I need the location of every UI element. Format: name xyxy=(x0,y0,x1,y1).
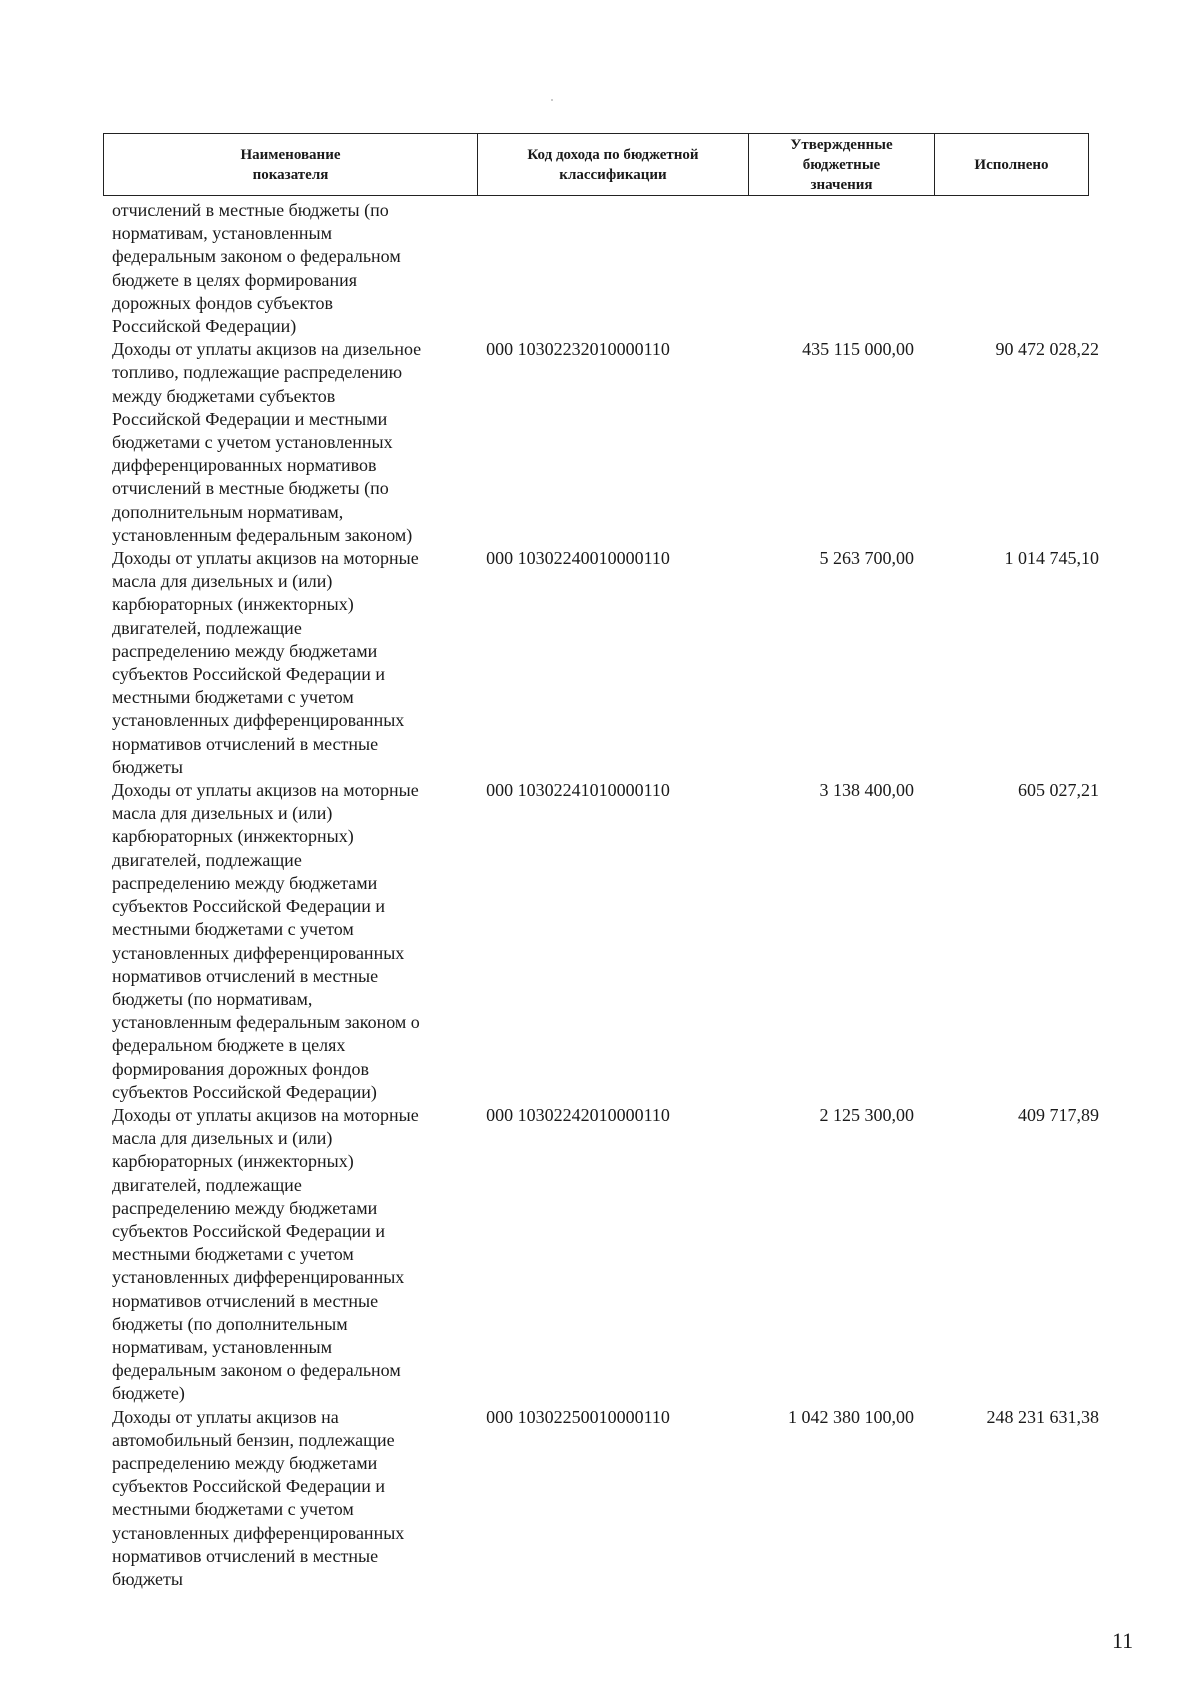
row-code xyxy=(442,199,714,338)
table-body xyxy=(112,199,1102,1591)
table-row xyxy=(112,1406,1102,1592)
row-approved: 5 263 700,00 xyxy=(819,548,914,569)
table-row xyxy=(112,199,1102,338)
header-code-label: Код дохода по бюджетной классификации xyxy=(527,146,699,183)
row-code: 000 10302241010000110 xyxy=(486,780,670,801)
row-name: Доходы от уплаты акцизов на автомобильный бензин, подлежащие распределению между бюджетами субъектов Российской Федерации и местными бюджетами с учетом установленных дифференцированных нормативов отчислений в местные бюджеты xyxy=(112,1406,405,1589)
page-number: 11 xyxy=(1112,1628,1134,1653)
row-code: 000 10302232010000110 xyxy=(486,339,670,360)
table-header xyxy=(103,133,1089,196)
row-name: отчислений в местные бюджеты (по нормативам, установленным федеральным законом о федеральном бюджете в целях формирования дорожных фондов субъектов Российской Федерации) xyxy=(112,200,401,337)
row-approved: 2 125 300,00 xyxy=(819,1104,914,1125)
row-done: 90 472 028,22 xyxy=(995,339,1099,360)
row-done: 248 231 631,38 xyxy=(986,1406,1099,1427)
row-approved: 435 115 000,00 xyxy=(802,339,914,360)
row-approved xyxy=(714,199,914,338)
row-done: 605 027,21 xyxy=(1018,780,1099,801)
row-name: Доходы от уплаты акцизов на моторные масла для дизельных и (или) карбюраторных (инжекторных) двигателей, подлежащие распределению между бюджетами субъектов Российской Федерации и местными бюджетами с учетом установленных дифференцированных нормативов отчислений в местные бюджеты (по дополнительным нормативам, установленным федеральным законом о федеральном бюджете) xyxy=(112,1104,419,1404)
row-code: 000 10302242010000110 xyxy=(486,1104,670,1125)
row-done: 1 014 745,10 xyxy=(1004,548,1099,569)
header-approved xyxy=(748,134,934,195)
header-name xyxy=(104,134,477,195)
scan-speck xyxy=(551,99,553,101)
header-done-label: Исполнено xyxy=(974,156,1049,173)
header-name-label: Наименование показателя xyxy=(240,146,341,183)
header-done xyxy=(934,134,1088,195)
row-code: 000 10302240010000110 xyxy=(486,548,670,569)
header-code xyxy=(477,134,748,195)
header-approved-label: Утвержденные бюджетные значения xyxy=(790,136,893,193)
table-row xyxy=(112,779,1102,1104)
table-row xyxy=(112,1104,1102,1406)
row-approved: 3 138 400,00 xyxy=(819,780,914,801)
row-approved: 1 042 380 100,00 xyxy=(788,1406,914,1427)
table-row xyxy=(112,547,1102,779)
row-name: Доходы от уплаты акцизов на моторные масла для дизельных и (или) карбюраторных (инжекторных) двигателей, подлежащие распределению между бюджетами субъектов Российской Федерации и местными бюджетами с учетом установленных дифференцированных нормативов отчислений в местные бюджеты (по нормативам, установленным федеральным законом о федеральном бюджете в целях формирования дорожных фондов субъектов Российской Федерации) xyxy=(112,780,420,1102)
row-done xyxy=(914,199,1099,338)
row-done: 409 717,89 xyxy=(1018,1104,1099,1125)
row-name: Доходы от уплаты акцизов на моторные масла для дизельных и (или) карбюраторных (инжекторных) двигателей, подлежащие распределению между бюджетами субъектов Российской Федерации и местными бюджетами с учетом установленных дифференцированных нормативов отчислений в местные бюджеты xyxy=(112,548,419,777)
table-row xyxy=(112,338,1102,547)
row-name: Доходы от уплаты акцизов на дизельное топливо, подлежащие распределению между бюджетами субъектов Российской Федерации и местными бюджетами с учетом установленных дифференцированных нормативов отчислений в местные бюджеты (по дополнительным нормативам, установленным федеральным законом) xyxy=(112,339,422,545)
row-code: 000 10302250010000110 xyxy=(486,1406,670,1427)
